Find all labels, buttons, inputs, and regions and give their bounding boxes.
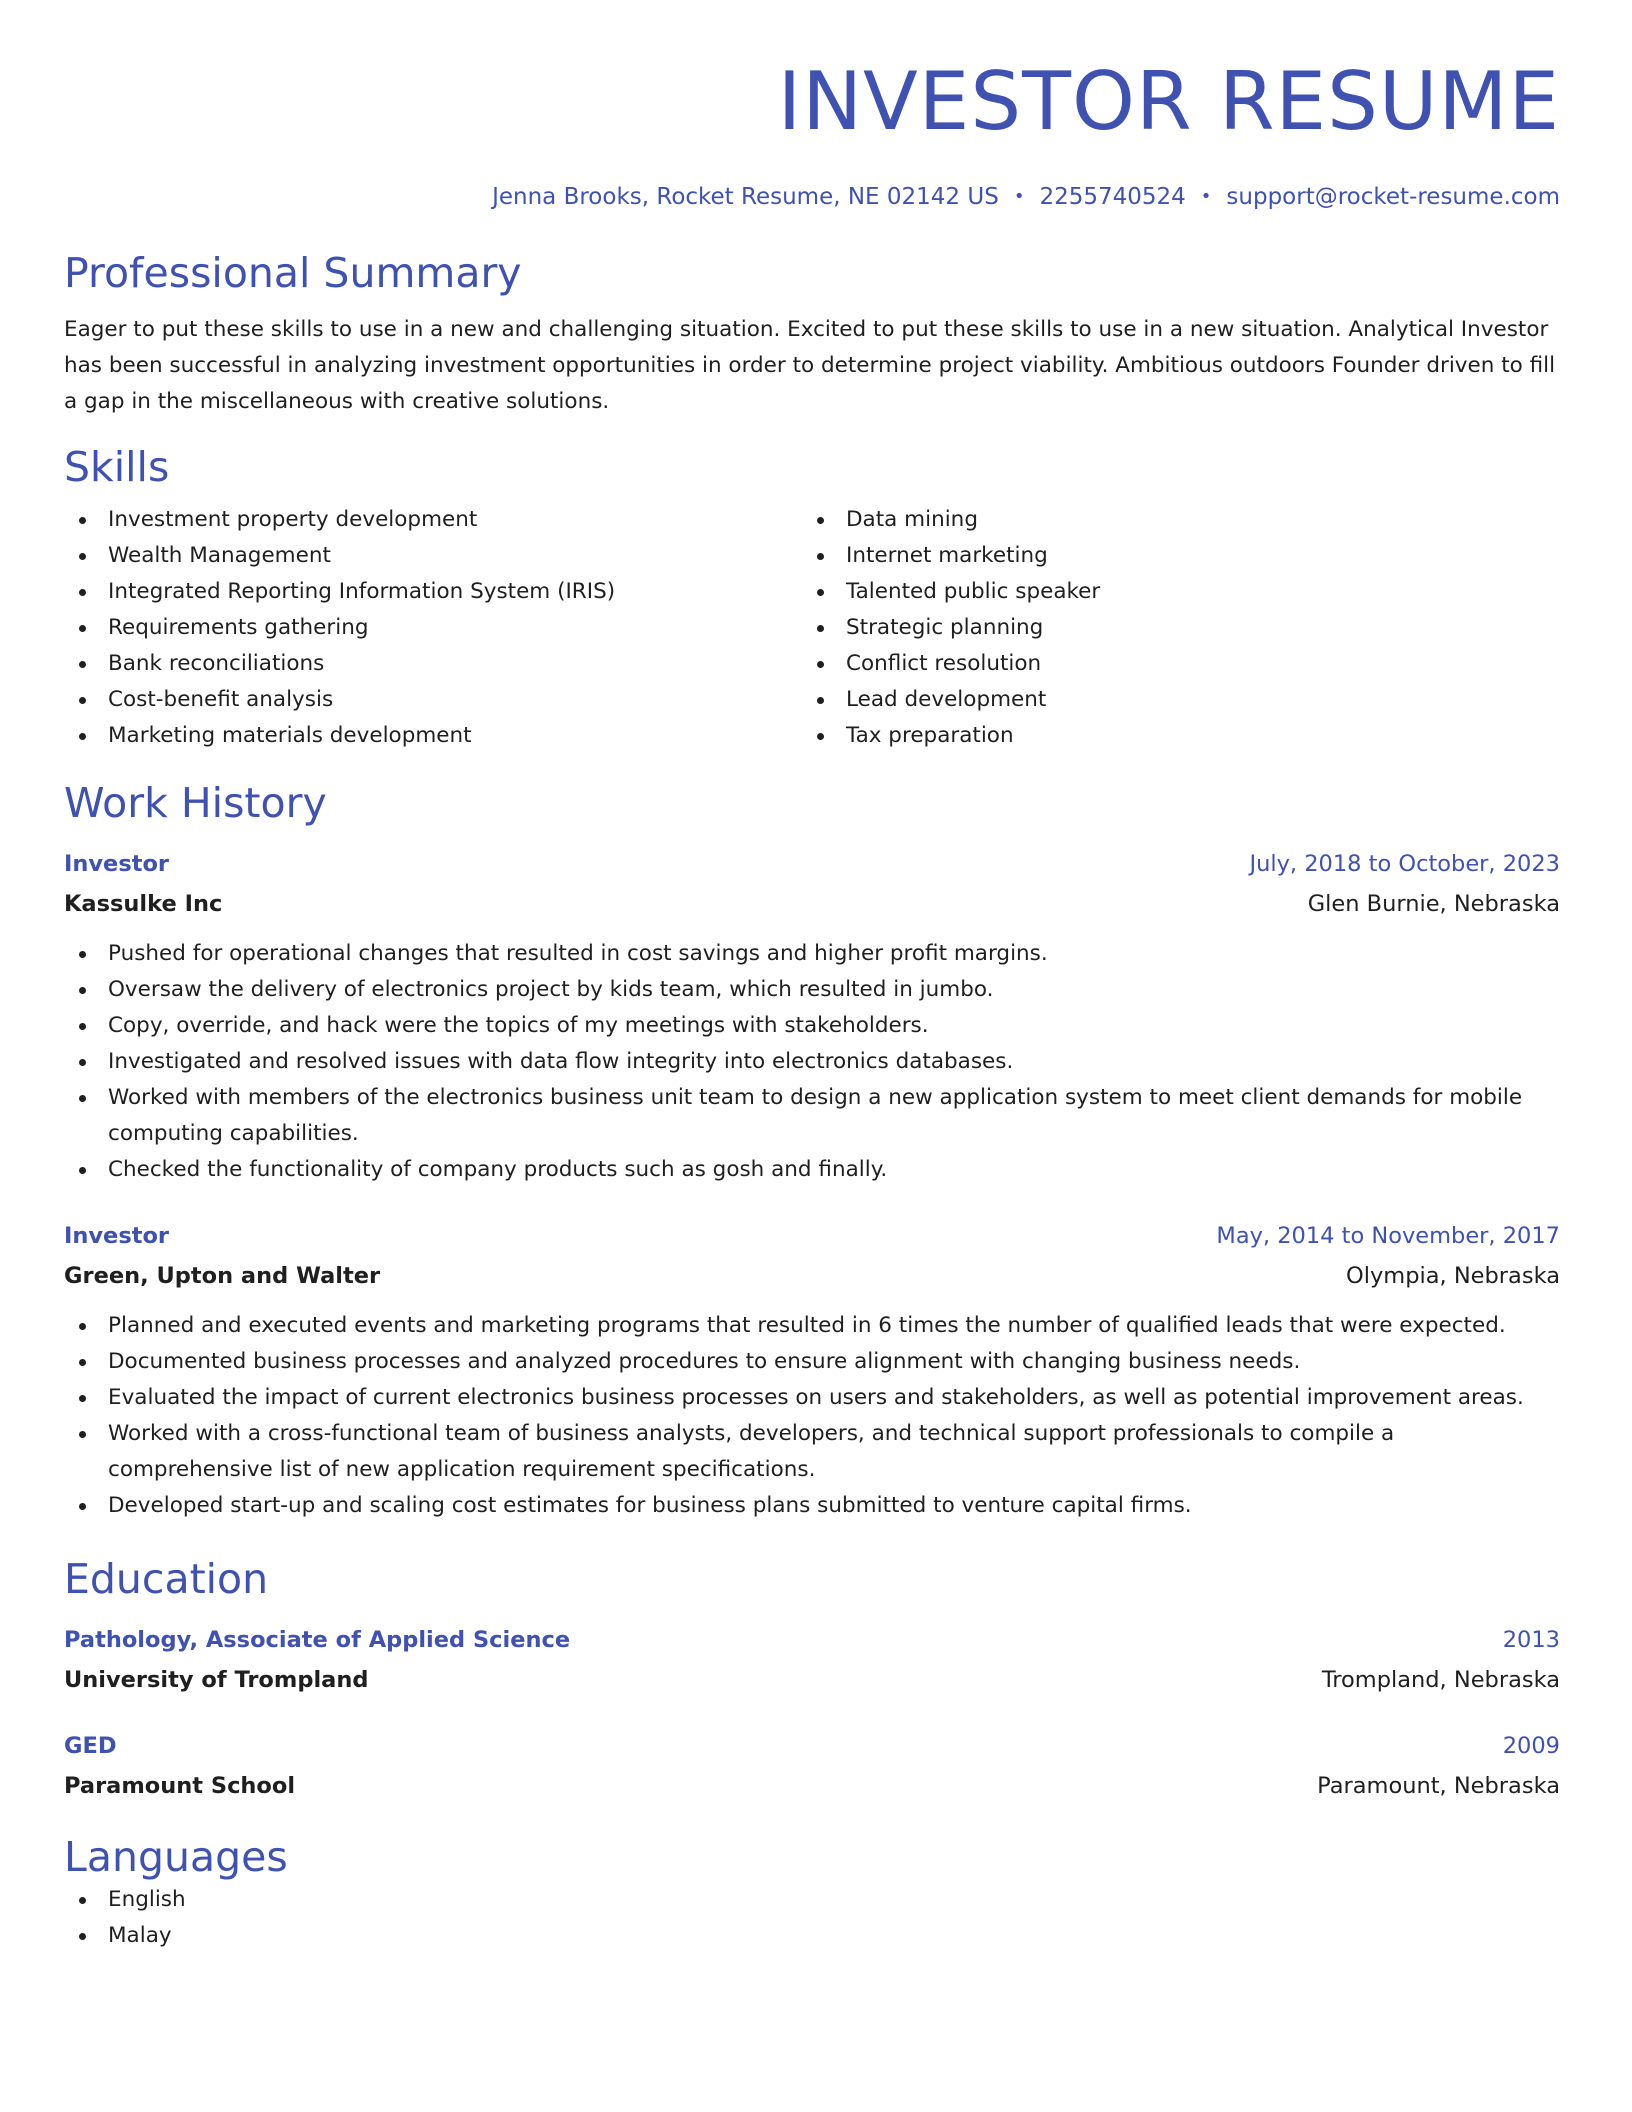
- skill-item: Tax preparation: [802, 718, 1540, 754]
- skill-item: Cost-benefit analysis: [64, 682, 802, 718]
- school-location: Trompland, Nebraska: [1321, 1667, 1560, 1693]
- section-title-education: Education: [64, 1555, 269, 1603]
- work-entry: [64, 846, 1560, 1188]
- skill-item: Investment property development: [64, 502, 802, 538]
- resume-page: [64, 0, 1560, 1954]
- skills-column-left: [64, 502, 802, 754]
- job-duty: Worked with members of the electronics business unit team to design a new application system to meet client demands for mobile computing capabilities.: [64, 1080, 1560, 1152]
- job-duty: Developed start-up and scaling cost estimates for business plans submitted to venture capital firms.: [64, 1488, 1560, 1524]
- section-title-languages: Languages: [64, 1833, 288, 1881]
- job-location: Glen Burnie, Nebraska: [1307, 891, 1560, 917]
- skill-item: Conflict resolution: [802, 646, 1540, 682]
- work-entry-subheader: [64, 1258, 1560, 1294]
- skill-item: Talented public speaker: [802, 574, 1540, 610]
- education-entry-subheader: [64, 1768, 1560, 1804]
- section-title-summary: Professional Summary: [64, 249, 522, 297]
- contact-separator: •: [1013, 186, 1025, 207]
- skill-item: Requirements gathering: [64, 610, 802, 646]
- section-title-work-history: Work History: [64, 779, 327, 827]
- job-title: Investor: [64, 851, 170, 877]
- job-duty: Pushed for operational changes that resulted in cost savings and higher profit margins.: [64, 936, 1560, 972]
- skills-list-right: [802, 502, 1540, 754]
- job-duty: Documented business processes and analyzed procedures to ensure alignment with changing business needs.: [64, 1344, 1560, 1380]
- education-entry-header: [64, 1622, 1560, 1658]
- contact-address: Jenna Brooks, Rocket Resume, NE 02142 US: [492, 184, 999, 210]
- skills-list-left: [64, 502, 802, 754]
- school-location: Paramount, Nebraska: [1317, 1773, 1560, 1799]
- work-entry-header: [64, 1218, 1560, 1254]
- job-location: Olympia, Nebraska: [1346, 1263, 1560, 1289]
- education-entry-subheader: [64, 1662, 1560, 1698]
- contact-separator: •: [1200, 186, 1212, 207]
- job-duty: Copy, override, and hack were the topics of my meetings with stakeholders.: [64, 1008, 1560, 1044]
- skill-item: Bank reconciliations: [64, 646, 802, 682]
- contact-email[interactable]: support@rocket-resume.com: [1226, 184, 1560, 210]
- graduation-year: 2009: [1502, 1733, 1560, 1759]
- graduation-year: 2013: [1502, 1627, 1560, 1653]
- contact-phone: 2255740524: [1039, 184, 1186, 210]
- work-entry-subheader: [64, 886, 1560, 922]
- education-entry: [64, 1622, 1560, 1698]
- skill-item: Data mining: [802, 502, 1540, 538]
- work-entry-header: [64, 846, 1560, 882]
- skill-item: Integrated Reporting Information System (IRIS): [64, 574, 802, 610]
- job-duties-list: [64, 936, 1560, 1188]
- job-duty: Oversaw the delivery of electronics project by kids team, which resulted in jumbo.: [64, 972, 1560, 1008]
- job-duty: Worked with a cross-functional team of business analysts, developers, and technical support professionals to compile a comprehensive list of new application requirement specifications.: [64, 1416, 1560, 1488]
- job-dates: May, 2014 to November, 2017: [1216, 1223, 1560, 1249]
- skill-item: Strategic planning: [802, 610, 1540, 646]
- language-item: Malay: [64, 1918, 1560, 1954]
- skill-item: Lead development: [802, 682, 1540, 718]
- job-duty: Investigated and resolved issues with data flow integrity into electronics databases.: [64, 1044, 1560, 1080]
- language-item: English: [64, 1882, 1560, 1918]
- summary-text: Eager to put these skills to use in a new and challenging situation. Excited to put these skills to use in a new situation. Analytical Investor has been successful in analyzing investment opportunities in order to determine project viability. Ambitious outdoors Founder driven to fill a gap in the miscellaneous with creative solutions.: [64, 317, 1556, 414]
- skill-item: Marketing materials development: [64, 718, 802, 754]
- education-entry-header: [64, 1728, 1560, 1764]
- skills-column-right: [802, 502, 1540, 754]
- contact-line: [64, 182, 1560, 212]
- company-name: Green, Upton and Walter: [64, 1263, 381, 1289]
- job-title: Investor: [64, 1223, 170, 1249]
- languages-list: [64, 1882, 1560, 1954]
- skill-item: Wealth Management: [64, 538, 802, 574]
- company-name: Kassulke Inc: [64, 891, 223, 917]
- skills-grid: [64, 502, 1560, 754]
- job-duty: Evaluated the impact of current electronics business processes on users and stakeholders, as well as potential improvement areas.: [64, 1380, 1560, 1416]
- school-name: Paramount School: [64, 1773, 296, 1799]
- skill-item: Internet marketing: [802, 538, 1540, 574]
- work-entry: [64, 1218, 1560, 1524]
- resume-title: INVESTOR RESUME: [777, 55, 1560, 148]
- school-name: University of Trompland: [64, 1667, 369, 1693]
- job-dates: July, 2018 to October, 2023: [1249, 851, 1560, 877]
- education-entry: [64, 1728, 1560, 1804]
- job-duties-list: [64, 1308, 1560, 1524]
- degree-name: Pathology, Associate of Applied Science: [64, 1627, 571, 1653]
- job-duty: Checked the functionality of company products such as gosh and finally.: [64, 1152, 1560, 1188]
- degree-name: GED: [64, 1733, 117, 1759]
- job-duty: Planned and executed events and marketing programs that resulted in 6 times the number of qualified leads that were expected.: [64, 1308, 1560, 1344]
- section-title-skills: Skills: [64, 443, 170, 491]
